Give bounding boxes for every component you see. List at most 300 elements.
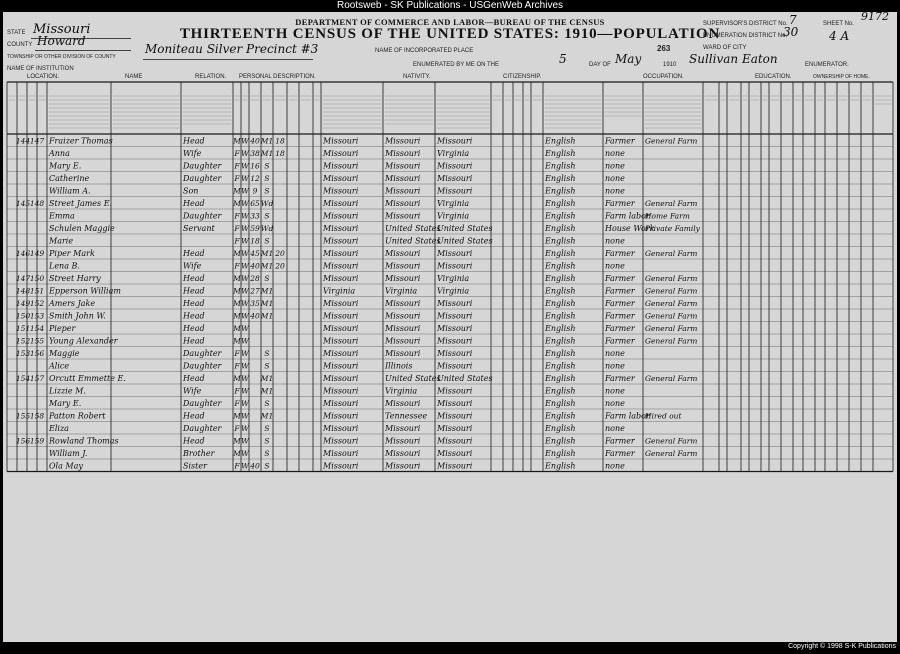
ward-label: WARD OF CITY (703, 45, 747, 51)
marital-status: S (264, 211, 270, 221)
corner-number: 9172 (861, 12, 889, 23)
language: English (545, 211, 576, 221)
person-name: William A. (49, 186, 91, 196)
father-birthplace: Missouri (385, 324, 421, 333)
father-birthplace: United States (385, 236, 441, 246)
relation: Daughter (183, 361, 222, 371)
marital-status: M1 (260, 311, 274, 321)
marital-status: S (264, 461, 270, 471)
person-name: Piper Mark (49, 249, 95, 258)
marital-status: M1 (260, 411, 274, 421)
section-name: NAME (125, 74, 143, 80)
language: English (545, 386, 576, 396)
race: W (241, 349, 249, 358)
relation: Head (183, 136, 205, 146)
dwelling-number: 149 (15, 299, 31, 308)
relation: Daughter (183, 174, 222, 183)
relation: Wife (183, 149, 202, 158)
age: 45 (250, 249, 260, 258)
language: English (545, 311, 576, 321)
birthplace: Missouri (323, 436, 359, 446)
family-number: 154 (29, 324, 45, 333)
dwelling-number: 146 (15, 249, 31, 258)
day-of-label: DAY OF (589, 62, 611, 68)
copyright-footer: Copyright © 1998 S-K Publications (788, 643, 896, 650)
marital-status: Wd (260, 224, 274, 233)
age: 40 (250, 261, 260, 271)
father-birthplace: Missouri (385, 424, 421, 433)
section-occupation: OCCUPATION. (643, 74, 684, 80)
sex: F (234, 149, 240, 158)
occupation: none (605, 149, 625, 158)
enumerator-label: ENUMERATOR. (805, 62, 849, 68)
family-number: 152 (29, 299, 45, 308)
relation: Head (183, 436, 205, 446)
occupation: Farmer (605, 199, 635, 208)
language: English (545, 186, 576, 196)
race: W (241, 261, 249, 271)
father-birthplace: United States (385, 224, 441, 233)
occupation: Farmer (605, 274, 635, 283)
industry: General Farm (645, 274, 698, 283)
father-birthplace: Missouri (385, 199, 421, 208)
mother-birthplace: Missouri (437, 311, 473, 321)
family-number: 148 (29, 199, 45, 208)
father-birthplace: United States (385, 374, 441, 383)
occupation: Farmer (605, 311, 635, 321)
county-label: COUNTY (7, 42, 33, 48)
father-birthplace: Missouri (385, 449, 421, 458)
person-name: Amers Jake (49, 299, 96, 308)
race: W (241, 424, 249, 433)
occupation: Farmer (605, 336, 635, 346)
enumerated-month: May (615, 52, 642, 66)
years-married: 18 (275, 149, 285, 158)
person-name: Fraizer Thomas (49, 136, 113, 146)
birthplace: Missouri (323, 449, 359, 458)
birthplace: Missouri (323, 299, 359, 308)
relation: Head (183, 336, 205, 346)
age: 16 (250, 161, 260, 171)
person-name: Rowland Thomas (49, 436, 119, 446)
marital-status: S (264, 399, 270, 408)
age: 27 (250, 286, 260, 296)
race: W (241, 249, 249, 258)
dwelling-number: 147 (15, 274, 31, 283)
institution-label: NAME OF INSTITUTION (7, 66, 74, 72)
relation: Head (183, 374, 205, 383)
birthplace: Missouri (323, 411, 359, 421)
person-name: William J. (49, 449, 88, 458)
relation: Son (183, 186, 199, 196)
birthplace: Missouri (323, 136, 359, 146)
marital-status: S (264, 174, 270, 183)
relation: Wife (183, 261, 202, 271)
birthplace: Missouri (323, 349, 359, 358)
father-birthplace: Virginia (385, 386, 418, 396)
occupation: Farmer (605, 249, 635, 258)
mother-birthplace: Missouri (437, 186, 473, 196)
sex: M (233, 449, 241, 458)
language: English (545, 236, 576, 246)
father-birthplace: Missouri (385, 311, 421, 321)
race: W (241, 311, 249, 321)
dwelling-number: 152 (15, 336, 31, 346)
language: English (545, 261, 576, 271)
ed-label: ENUMERATION DISTRICT No. (703, 33, 788, 39)
industry: General Farm (645, 374, 698, 383)
person-name: Mary E. (49, 161, 82, 171)
sex: M (233, 336, 241, 346)
sex: F (234, 261, 240, 271)
marital-status: S (264, 274, 270, 283)
birthplace: Missouri (323, 161, 359, 171)
family-number: 156 (29, 349, 45, 358)
occupation: Farmer (605, 299, 635, 308)
language: English (545, 324, 576, 333)
sex: M (233, 186, 241, 196)
birthplace: Missouri (323, 311, 359, 321)
occupation: Farmer (605, 286, 635, 296)
industry: General Farm (645, 249, 698, 258)
relation: Wife (183, 386, 202, 396)
relation: Head (183, 249, 205, 258)
father-birthplace: Missouri (385, 461, 421, 471)
person-name: Smith John W. (49, 311, 106, 321)
person-name: Eliza (49, 424, 69, 433)
sex: M (233, 199, 241, 208)
dwelling-number: 156 (15, 436, 31, 446)
years-married: 20 (275, 261, 285, 271)
language: English (545, 349, 576, 358)
race: W (241, 186, 249, 196)
race: W (241, 174, 249, 183)
mother-birthplace: Missouri (437, 386, 473, 396)
age: 40 (250, 311, 260, 321)
archive-banner: Rootsweb - SK Publications - USGenWeb Archives (336, 0, 564, 11)
enumerator-name: Sullivan Eaton (689, 52, 778, 66)
occupation: none (605, 349, 625, 358)
mother-birthplace: Virginia (437, 199, 470, 208)
mother-birthplace: Missouri (437, 436, 473, 446)
years-married: 18 (275, 136, 285, 146)
marital-status: M1 (260, 249, 274, 258)
sex: F (234, 424, 240, 433)
industry: General Farm (645, 449, 698, 458)
race: W (241, 449, 249, 458)
birthplace: Missouri (323, 274, 359, 283)
age: 40 (250, 461, 260, 471)
industry: General Farm (645, 199, 698, 208)
industry: General Farm (645, 136, 698, 146)
occupation: none (605, 174, 625, 183)
birthplace: Missouri (323, 249, 359, 258)
language: English (545, 461, 576, 471)
race: W (241, 374, 249, 383)
father-birthplace: Missouri (385, 149, 421, 158)
industry: General Farm (645, 336, 698, 346)
sex: M (233, 274, 241, 283)
person-name: Marie (49, 236, 74, 246)
birthplace: Missouri (323, 461, 359, 471)
person-name: Emma (49, 211, 75, 221)
person-name: Alice (49, 361, 70, 371)
enumerated-label: ENUMERATED BY ME ON THE (413, 62, 500, 68)
mother-birthplace: Missouri (437, 261, 473, 271)
person-name: Patton Robert (49, 411, 106, 421)
person-name: Young Alexander (49, 336, 118, 346)
occupation: Farm labor (605, 411, 650, 421)
sex: M (233, 136, 241, 146)
enumerated-day: 5 (559, 52, 567, 66)
mother-birthplace: Virginia (437, 274, 470, 283)
occupation: none (605, 361, 625, 371)
dwelling-number: 155 (15, 411, 31, 421)
mother-birthplace: Missouri (437, 136, 473, 146)
language: English (545, 249, 576, 258)
race: W (241, 224, 249, 233)
father-birthplace: Missouri (385, 349, 421, 358)
marital-status: S (264, 436, 270, 446)
language: English (545, 436, 576, 446)
father-birthplace: Missouri (385, 336, 421, 346)
person-name: Mary E. (49, 399, 82, 408)
sex: F (234, 349, 240, 358)
father-birthplace: Missouri (385, 186, 421, 196)
sheet-value: 4 A (829, 29, 850, 43)
sex: F (234, 236, 240, 246)
age: 28 (250, 274, 260, 283)
relation: Head (183, 274, 205, 283)
person-name: Orcutt Emmette E. (49, 374, 126, 383)
father-birthplace: Illinois (385, 361, 413, 371)
dwelling-number: 150 (15, 311, 31, 321)
occupation: none (605, 461, 625, 471)
marital-status: M1 (260, 286, 274, 296)
relation: Servant (183, 224, 215, 233)
years-married: 20 (275, 249, 285, 258)
sex: M (233, 374, 241, 383)
language: English (545, 286, 576, 296)
sex: M (233, 299, 241, 308)
race: W (241, 411, 249, 421)
mother-birthplace: Virginia (437, 211, 470, 221)
sex: F (234, 361, 240, 371)
industry: General Farm (645, 311, 698, 321)
language: English (545, 336, 576, 346)
marital-status: M1 (260, 136, 274, 146)
marital-status: Wd (260, 199, 274, 208)
dwelling-number: 145 (15, 199, 31, 208)
race: W (241, 211, 249, 221)
language: English (545, 174, 576, 183)
mother-birthplace: Missouri (437, 161, 473, 171)
family-number: 158 (29, 411, 45, 421)
race: W (241, 161, 249, 171)
relation: Daughter (183, 211, 222, 221)
relation: Head (183, 411, 205, 421)
father-birthplace: Missouri (385, 261, 421, 271)
mother-birthplace: United States (437, 236, 493, 246)
person-name: Anna (49, 149, 70, 158)
marital-status: S (264, 161, 270, 171)
section-personal: PERSONAL DESCRIPTION. (239, 74, 316, 80)
marital-status: S (264, 424, 270, 433)
state-value: Missouri (33, 22, 91, 37)
relation: Daughter (183, 161, 222, 171)
mother-birthplace: Missouri (437, 299, 473, 308)
birthplace: Missouri (323, 174, 359, 183)
birthplace: Missouri (323, 149, 359, 158)
industry: General Farm (645, 299, 698, 308)
father-birthplace: Missouri (385, 174, 421, 183)
mother-birthplace: Missouri (437, 324, 473, 333)
birthplace: Missouri (323, 336, 359, 346)
language: English (545, 424, 576, 433)
father-birthplace: Virginia (385, 286, 418, 296)
age: 40 (250, 136, 260, 146)
person-name: Epperson William (49, 286, 121, 296)
person-name: Maggie (49, 349, 80, 358)
sex: M (233, 311, 241, 321)
race: W (241, 286, 249, 296)
race: W (241, 336, 249, 346)
mother-birthplace: Missouri (437, 349, 473, 358)
department-heading: DEPARTMENT OF COMMERCE AND LABOR—BUREAU OF THE CENSUS (295, 17, 605, 27)
sex: F (234, 161, 240, 171)
birthplace: Missouri (323, 424, 359, 433)
dwelling-number: 153 (15, 349, 31, 358)
dwelling-number: 144 (15, 136, 31, 146)
marital-status: M1 (260, 386, 274, 396)
mother-birthplace: Missouri (437, 461, 473, 471)
age: 33 (250, 211, 260, 221)
family-number: 157 (29, 374, 45, 383)
race: W (241, 274, 249, 283)
age: 35 (250, 299, 260, 308)
language: English (545, 136, 576, 146)
relation: Daughter (183, 424, 222, 433)
mother-birthplace: United States (437, 374, 493, 383)
race: W (241, 236, 249, 246)
age: 38 (250, 149, 260, 158)
occupation: Farmer (605, 324, 635, 333)
census-title: THIRTEENTH CENSUS OF THE UNITED STATES: 1910—POPULATION (179, 26, 721, 42)
mother-birthplace: Missouri (437, 361, 473, 371)
sex: F (234, 399, 240, 408)
occupation: none (605, 399, 625, 408)
mother-birthplace: Missouri (437, 411, 473, 421)
language: English (545, 199, 576, 208)
birthplace: Missouri (323, 224, 359, 233)
birthplace: Missouri (323, 386, 359, 396)
father-birthplace: Missouri (385, 399, 421, 408)
section-location: LOCATION. (27, 74, 59, 80)
family-number: 147 (29, 136, 45, 146)
language: English (545, 161, 576, 171)
birthplace: Missouri (323, 324, 359, 333)
year-label: 1910 (663, 62, 677, 68)
occupation: none (605, 261, 625, 271)
person-name: Catherine (49, 174, 90, 183)
person-name: Street Harry (49, 274, 101, 283)
birthplace: Missouri (323, 261, 359, 271)
person-name: Pieper (49, 324, 76, 333)
mother-birthplace: Virginia (437, 149, 470, 158)
industry: General Farm (645, 286, 698, 296)
township-value: Moniteau Silver Precinct #3 (145, 42, 319, 56)
father-birthplace: Missouri (385, 299, 421, 308)
supervisor-label: SUPERVISOR'S DISTRICT No. (703, 21, 788, 27)
sheet-label: SHEET No. (823, 21, 854, 27)
occupation: Farmer (605, 436, 635, 446)
section-nativity: NATIVITY. (403, 74, 431, 80)
dwelling-number: 154 (15, 374, 31, 383)
section-relation: RELATION. (195, 74, 227, 80)
marital-status: S (264, 349, 270, 358)
family-number: 150 (29, 274, 45, 283)
sex: M (233, 411, 241, 421)
race: W (241, 324, 249, 333)
occupation: none (605, 186, 625, 196)
race: W (241, 436, 249, 446)
occupation: none (605, 424, 625, 433)
occupation: Farm labor (605, 211, 650, 221)
township-label: TOWNSHIP OR OTHER DIVISION OF COUNTY (7, 54, 116, 60)
industry: General Farm (645, 324, 698, 333)
race: W (241, 149, 249, 158)
birthplace: Missouri (323, 374, 359, 383)
age: 65 (250, 199, 260, 208)
county-value: Howard (37, 34, 86, 48)
race: W (241, 199, 249, 208)
ed-value: 30 (783, 25, 799, 39)
marital-status: S (264, 449, 270, 458)
race: W (241, 136, 249, 146)
language: English (545, 374, 576, 383)
mother-birthplace: Missouri (437, 174, 473, 183)
state-label: STATE (7, 30, 26, 36)
father-birthplace: Missouri (385, 249, 421, 258)
sex: M (233, 249, 241, 258)
birthplace: Missouri (323, 361, 359, 371)
race: W (241, 386, 249, 396)
mother-birthplace: Missouri (437, 336, 473, 346)
family-number: 155 (29, 336, 45, 346)
person-name: Ola May (49, 461, 83, 471)
family-number: 159 (29, 436, 45, 446)
industry: Home Farm (645, 211, 690, 221)
industry: General Farm (645, 436, 698, 446)
dwelling-number: 151 (15, 324, 31, 333)
place-label: NAME OF INCORPORATED PLACE (375, 48, 474, 54)
family-number: 149 (29, 249, 45, 258)
marital-status: M1 (260, 261, 274, 271)
age: 59 (250, 224, 260, 233)
language: English (545, 299, 576, 308)
language: English (545, 274, 576, 283)
relation: Sister (183, 461, 207, 471)
occupation: none (605, 161, 625, 171)
marital-status: S (264, 361, 270, 371)
father-birthplace: Missouri (385, 161, 421, 171)
census-sheet (3, 12, 897, 642)
sex: M (233, 286, 241, 296)
father-birthplace: Missouri (385, 274, 421, 283)
relation: Brother (183, 449, 215, 458)
occupation: Farmer (605, 449, 635, 458)
industry: Private Family (645, 224, 700, 233)
